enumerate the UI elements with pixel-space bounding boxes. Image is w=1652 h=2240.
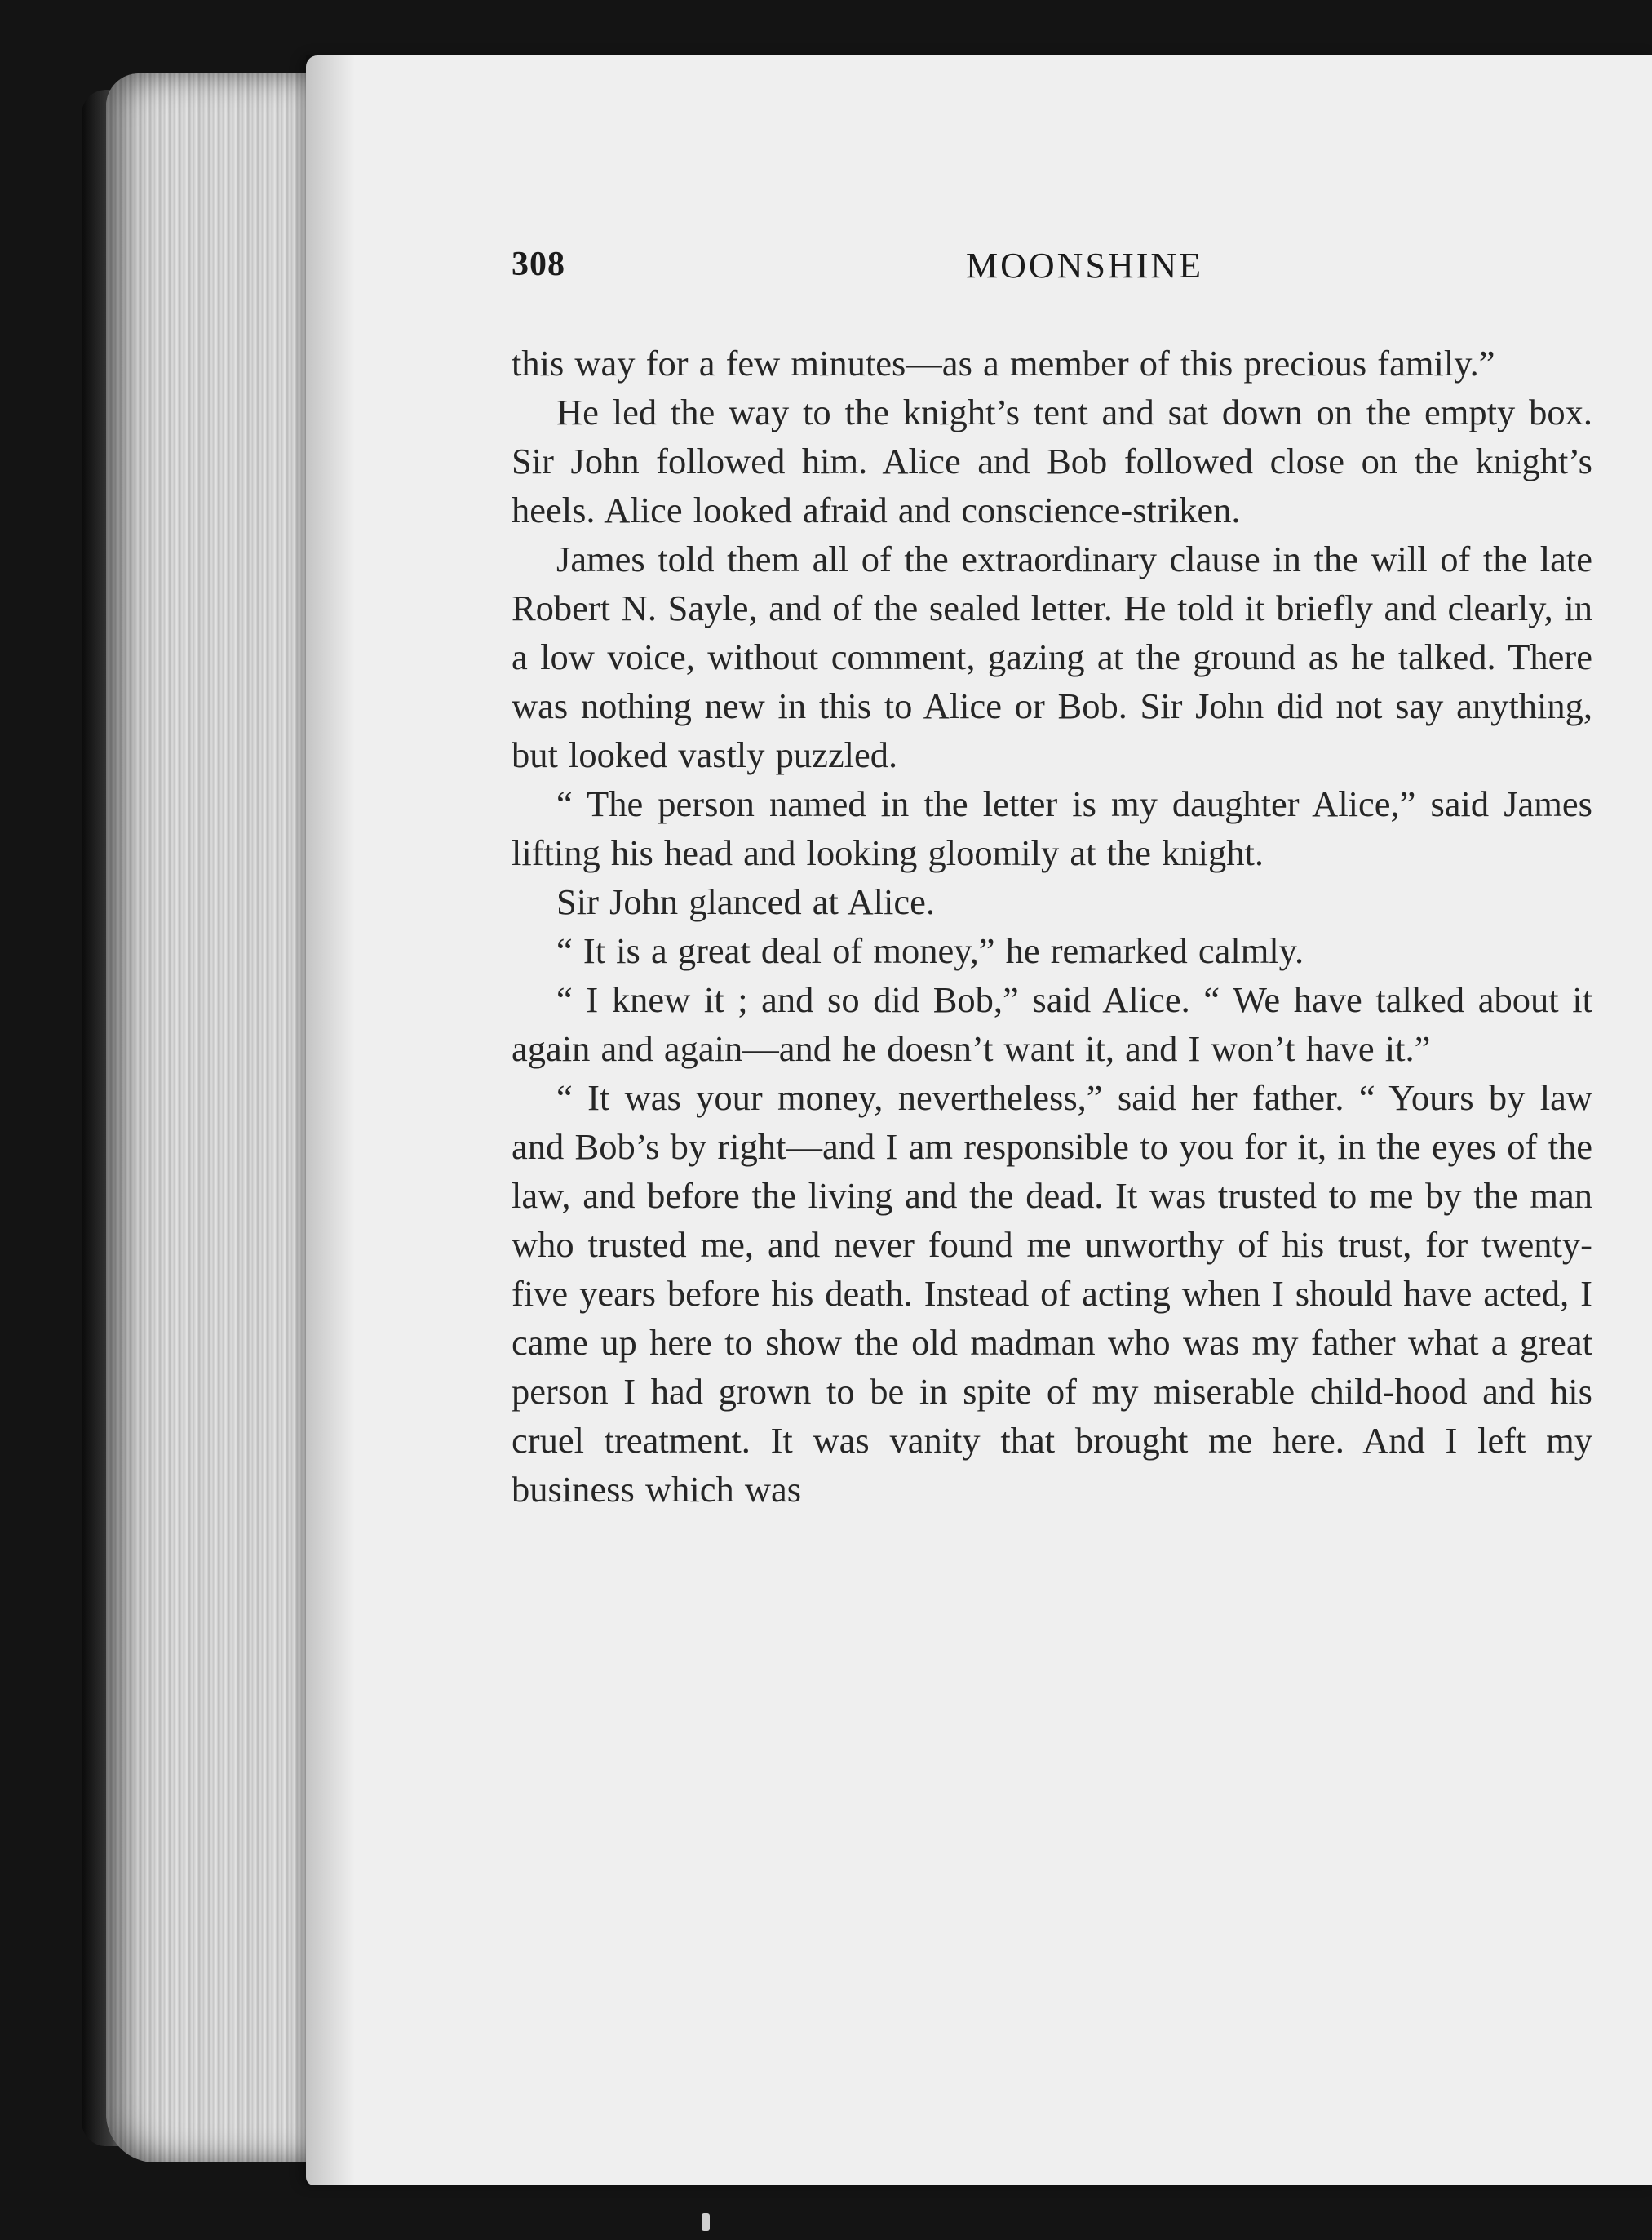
scan-artifact	[702, 2213, 710, 2231]
stacked-page-edges	[106, 73, 318, 2162]
paragraph: this way for a few minutes—as a member of this precious family.”	[512, 343, 1495, 384]
page-number: 308	[512, 246, 565, 283]
paragraph: He led the way to the knight’s tent and sat down on the empty box. Sir John followed him. Alice and Bob followed close on the knight’s heels. Alice looked afraid and conscience-striken.	[512, 392, 1592, 530]
running-title: MOONSHINE	[966, 246, 1203, 286]
paragraph: “ The person named in the letter is my daughter Alice,” said James lifting his head and looking gloomily at the knight.	[512, 783, 1592, 873]
paragraph: Sir John glanced at Alice.	[556, 881, 936, 922]
paragraph: “ It was your money, nevertheless,” said her father. “ Yours by law and Bob’s by right—and I am responsible to you for it, in the eyes of the law, and before the living and the dead. It was trusted to me by the man who trusted me, and never found me unworthy of his trust, for twenty-five years before his death. Instead of acting when I should have acted, I came up here to show the old madman who was my father what a great person I had grown to be in spite of my miserable child-hood and his cruel treatment. It was vanity that brought me here. And I left my business which was	[512, 1077, 1592, 1510]
paragraph: “ It is a great deal of money,” he remarked calmly.	[556, 930, 1304, 971]
paragraph: “ I knew it ; and so did Bob,” said Alice. “ We have talked about it again and again—and he doesn’t want it, and I won’t have it.”	[512, 979, 1592, 1069]
running-head	[512, 245, 1592, 294]
paragraph: James told them all of the extraordinary clause in the will of the late Robert N. Sayle, and of the sealed letter. He told it briefly and clearly, in a low voice, without comment, gazing at the ground as he talked. There was nothing new in this to Alice or Bob. Sir John did not say anything, but looked vastly puzzled.	[512, 539, 1592, 775]
body-text	[512, 339, 1592, 1514]
gutter-shade	[306, 55, 355, 2185]
